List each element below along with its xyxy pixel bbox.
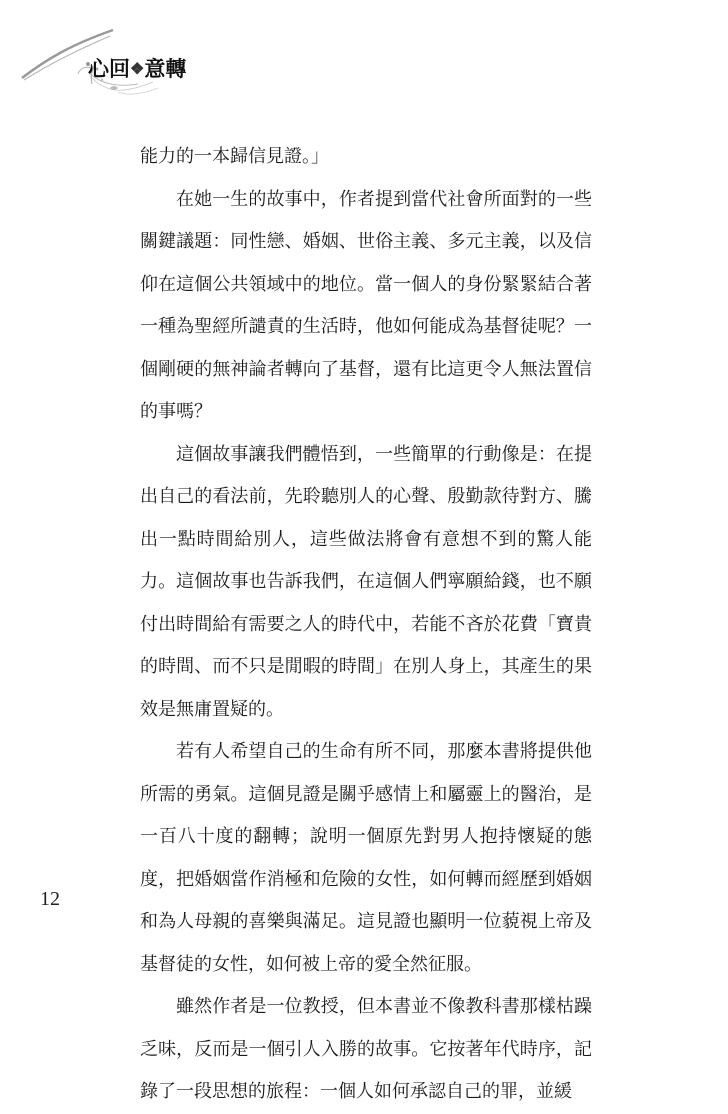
paragraph-3: 這個故事讓我們體悟到，一些簡單的行動像是：在提出自己的看法前，先聆聽別人的心聲、殷勤款待對方、騰出一點時間給別人，這些做法將會有意想不到的驚人能力。這個故事也告訴我們，在這個人們寧願給錢，也不願付出時間給有需要之人的時代中，若能不吝於花費「寶貴的時間、而不只是閒暇的時間」在別人身上，其產生的果效是無庸置疑的。 [140, 443, 592, 720]
header-title-part2: 意轉 [144, 56, 187, 81]
paragraph-4: 若有人希望自己的生命有所不同，那麼本書將提供他所需的勇氣。這個見證是關乎感情上和屬靈上的醫治，是一百八十度的翻轉；說明一個原先對男人抱持懷疑的態度，把婚姻當作消極和危險的女性，如何轉而經歷到婚姻和為人母親的喜樂與滿足。這見證也顯明一位藐視上帝及基督徒的女性，如何被上帝的愛全然征服。 [140, 741, 592, 975]
running-header-title [88, 53, 186, 83]
paragraph-1: 能力的一本歸信見證。」 [140, 146, 329, 167]
body-text [140, 136, 592, 1114]
header-title-part1: 心回 [88, 56, 130, 81]
paragraph-2: 在她一生的故事中，作者提到當代社會所面對的一些關鍵議題：同性戀、婚姻、世俗主義、多元主義，以及信仰在這個公共領域中的地位。當一個人的身份緊緊結合著一種為聖經所譴責的生活時，他如何能成為基督徒呢？一個剛硬的無神論者轉向了基督，還有比這更令人無法置信的事嗎？ [140, 188, 592, 422]
diamond-ornament-icon: ❖ [130, 59, 145, 78]
paragraph-5: 雖然作者是一位教授，但本書並不像教科書那樣枯躁乏味，反而是一個引人入勝的故事。它按著年代時序，記錄了一段思想的旅程：一個人如何承認自己的罪，並緩 [140, 996, 592, 1102]
page-number: 12 [40, 888, 60, 910]
